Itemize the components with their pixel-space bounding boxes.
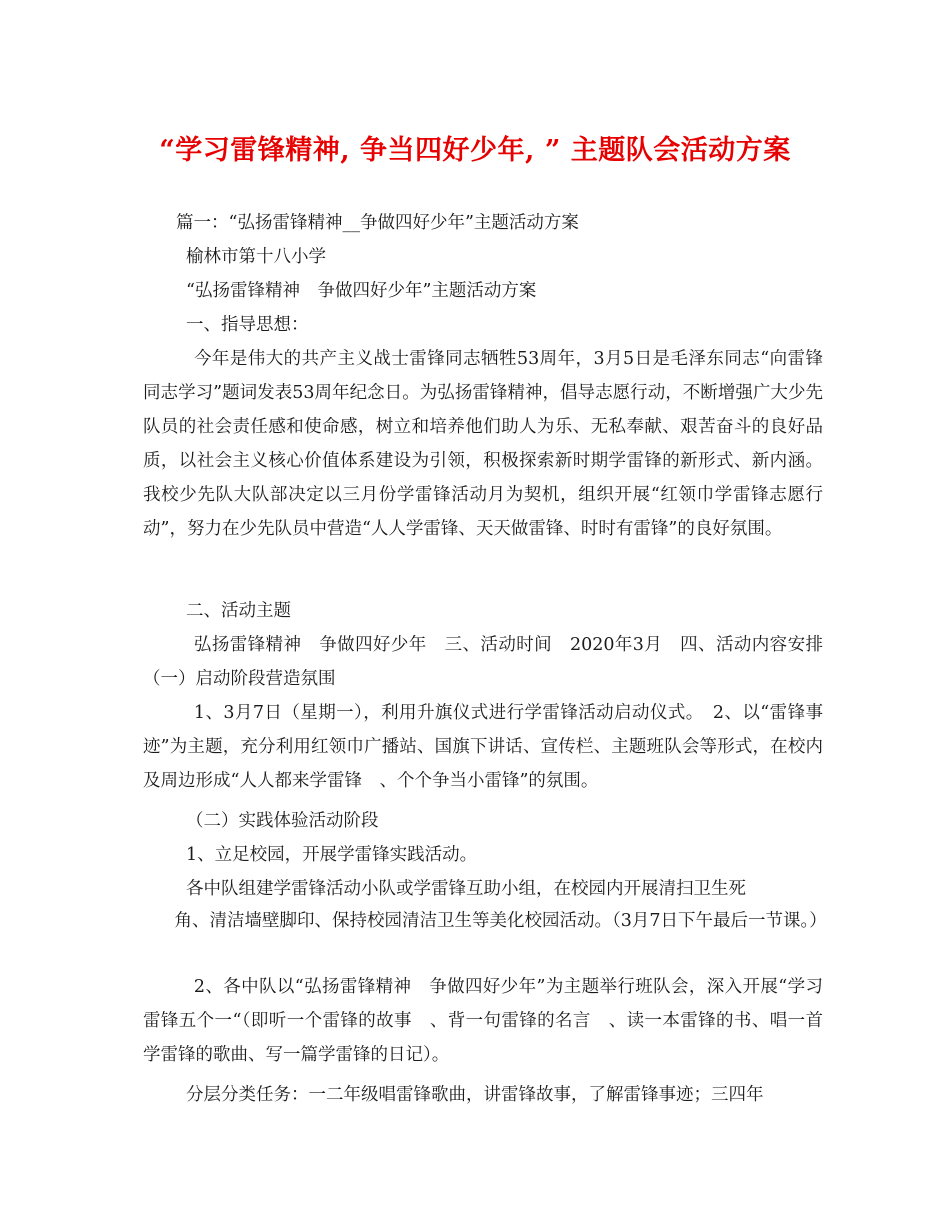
paragraph-campus-cleaning: 角、清洁墙壁脚印、保持校园清洁卫生等美化校园活动。（3月7日下午最后一节课。） bbox=[157, 911, 827, 931]
paragraph-class-meeting: 2、各中队以“弘扬雷锋精神 争做四好少年”为主题举行班队会，深入开展“学习雷锋五个一“（即听一个雷锋的故事 、背一句雷锋的名言 、读一本雷锋的书、唱一首学雷锋的歌曲、写一篇学雷锋的日记）。 bbox=[143, 977, 823, 1065]
section-heading: 篇一：“弘扬雷锋精神__争做四好少年”主题活动方案 bbox=[176, 213, 579, 233]
item-squad-groups: 各中队组建学雷锋活动小队或学雷锋互助小组，在校园内开展清扫卫生死 bbox=[186, 879, 746, 899]
heading-guiding-thought: 一、指导思想： bbox=[186, 315, 309, 335]
heading-practice-stage: （二）实践体验活动阶段 bbox=[186, 811, 379, 831]
heading-activity-theme: 二、活动主题 bbox=[186, 601, 291, 621]
item-tiered-tasks: 分层分类任务：一二年级唱雷锋歌曲，讲雷锋故事，了解雷锋事迹；三四年 bbox=[186, 1085, 764, 1105]
paragraph-launch-stage: 1、3月7日（星期一），利用升旗仪式进行学雷锋活动启动仪式。 2、以“雷锋事迹”为主题，充分利用红领巾广播站、国旗下讲话、宣传栏、主题班队会等形式，在校内及周边形成“人人都来学雷锋 、个个争当小雷锋”的氛围。 bbox=[143, 703, 823, 791]
paragraph-theme-time: 弘扬雷锋精神 争做四好少年 三、活动时间 2020年3月 四、活动内容安排 （一）启动阶段营造氛围 bbox=[143, 635, 841, 689]
school-name: 榆林市第十八小学 bbox=[186, 247, 326, 267]
item-campus-practice: 1、立足校园，开展学雷锋实践活动。 bbox=[186, 845, 478, 865]
plan-title: “弘扬雷锋精神 争做四好少年”主题活动方案 bbox=[186, 281, 537, 301]
document-title: “学习雷锋精神, 争当四好少年, ” 主题队会活动方案 bbox=[159, 135, 791, 166]
paragraph-guiding-thought: 今年是伟大的共产主义战士雷锋同志牺牲53周年，3月5日是毛泽东同志“向雷锋同志学习”题词发表53周年纪念日。为弘扬雷锋精神，倡导志愿行动，不断增强广大少先队员的社会责任感和使命感，树立和培养他们助人为乐、无私奉献、艰苦奋斗的良好品质，以社会主义核心价值体系建设为引领，积极探索新时期学雷锋的新形式、新内涵。我校少先队大队部决定以三月份学雷锋活动月为契机，组织开展“红领巾学雷锋志愿行动”，努力在少先队员中营造“人人学雷锋、天天做雷锋、时时有雷锋”的良好氛围。 bbox=[143, 349, 823, 539]
